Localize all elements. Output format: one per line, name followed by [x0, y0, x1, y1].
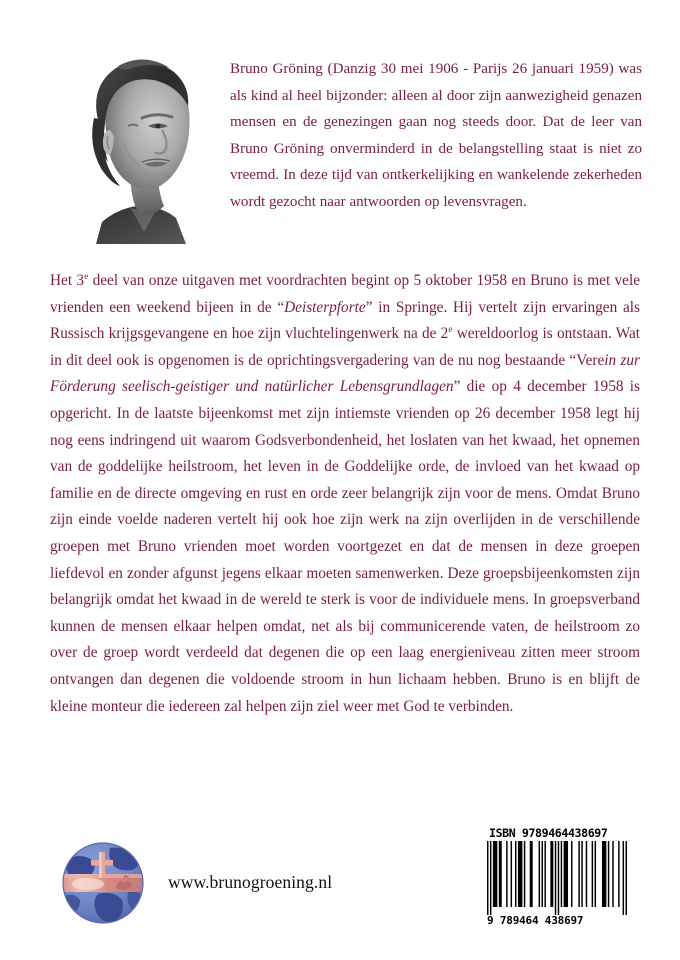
website-url[interactable]: www.brunogroening.nl — [168, 872, 333, 892]
text-segment: wereldoorlog is ontstaan. Wat in dit deel ook is opgenomen is de oprichtingsvergadering van de nu nog bestaande “Vere — [50, 325, 640, 369]
text-segment: e — [448, 325, 453, 336]
portrait-photo — [58, 46, 213, 244]
text-segment: ” in Springe. Hij vertelt zijn ervaringen als Russisch krijgsgevangene en hoe zijn vluchtelingenwerk na de 2 — [50, 298, 640, 343]
ean-digits: 9 789464 438697 — [487, 914, 584, 927]
globe-cross-logo-image — [58, 838, 148, 928]
barcode-bars — [487, 841, 627, 915]
barcode — [487, 826, 627, 930]
text-segment: deel van onze uitgaven met voordrachten begint op 5 oktober 1958 en Bruno is met vele vrienden een weekend bijeen in de “ — [50, 272, 640, 316]
text-segment: Het 3 — [50, 272, 85, 289]
text-segment: ” die op 4 december 1958 is opgericht. In de laatste bijeenkomst met zijn intiemste vrienden op 26 december 1958 legt hij nog eens indringend uit waarom Godsverbondenheid, het loslaten van het kwaad, het opnemen van de goddelijke heilstroom, het leven in de Goddelijke orde, de invloed van het kwaad op familie en de directe omgeving en rust en orde zeer belangrijk zijn voor de mens. Omdat Bruno zijn einde voelde naderen vertelt hij ook hoe zijn werk na zijn overlijden in de verschillende groepen met Bruno vrienden moet worden voortgezet en dat de mensen in deze groepen liefdevol en zonder afgunst jegens elkaar moeten samenwerken. Deze groepsbijeenkomsten zijn belangrijk omdat het kwaad in de wereld te sterk is voor de individuele mens. In groepsverband kunnen de mensen elkaar helpen omdat, net als bij communicerende vaten, de heilstroom zo over de groep wordt verdeeld dat degenen die op een laag energieniveau zitten meer stroom ontvangen dan degenen die voldoende stroom in hun lichaam hebben. Bruno is en blijft de kleine monteur die iedereen zal helpen zijn ziel weer met God te verbinden. — [50, 378, 640, 715]
body-paragraph — [50, 268, 640, 720]
portrait-photo-image — [58, 46, 213, 244]
text-segment: Deisterpforte — [284, 298, 366, 316]
header-block — [0, 46, 680, 246]
text-segment: Bruno Gröning (Danzig 30 mei 1906 - Parijs 26 januari 1959) was als kind al heel bijzonder: alleen al door zijn aanwezigheid genazen mensen en de genezingen gaan nog steeds door. Dat de leer van Bruno Gröning onverminderd in de belangstelling staat is niet zo vreemd. In deze tijd van ontkerkelijking en wankelende zekerheden wordt gezocht naar antwoorden op levensvragen. — [230, 61, 642, 210]
text-segment: e — [84, 271, 89, 282]
footer-block — [0, 826, 680, 946]
globe-cross-logo — [58, 838, 148, 928]
text-segment: in zur Förderung seelisch-geistiger und natürlicher Lebensgrundlagen — [50, 351, 640, 396]
isbn-label: ISBN 9789464438697 — [489, 826, 608, 840]
intro-paragraph — [230, 56, 642, 215]
